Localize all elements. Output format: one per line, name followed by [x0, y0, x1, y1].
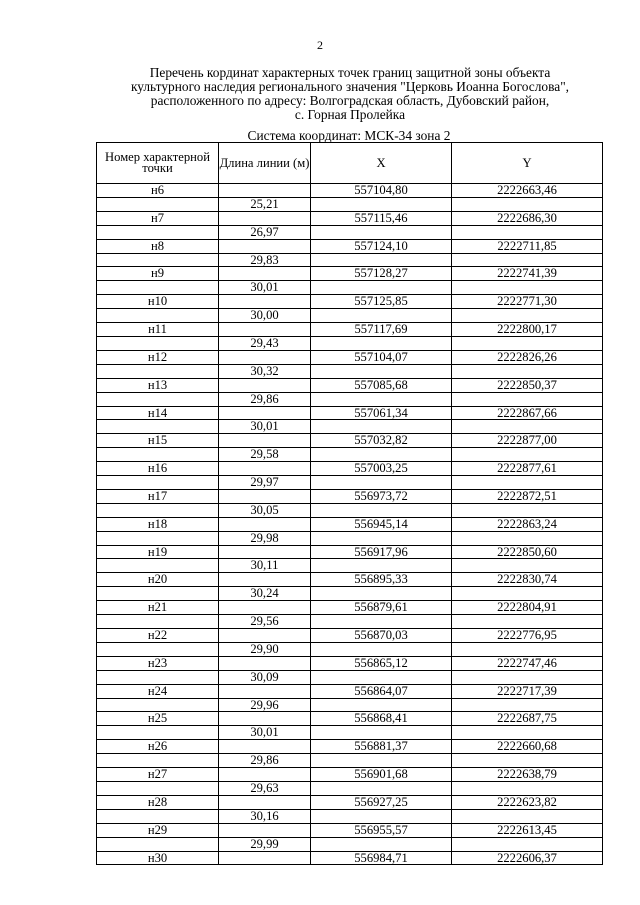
x-cell-empty	[311, 587, 452, 601]
x-coordinate: 557124,10	[311, 239, 452, 253]
point-cell-empty	[97, 559, 219, 573]
length-cell-empty	[219, 740, 311, 754]
y-cell-empty	[452, 670, 603, 684]
x-coordinate: 556945,14	[311, 517, 452, 531]
length-cell-empty	[219, 823, 311, 837]
table-row-length	[97, 476, 603, 490]
y-cell-empty	[452, 809, 603, 823]
point-cell-empty	[97, 225, 219, 239]
point-cell-empty	[97, 642, 219, 656]
point-cell-empty	[97, 837, 219, 851]
point-cell-empty	[97, 726, 219, 740]
point-cell-empty	[97, 392, 219, 406]
line-length: 30,09	[219, 670, 311, 684]
line-length: 30,32	[219, 364, 311, 378]
point-cell-empty	[97, 448, 219, 462]
table-header-row	[97, 143, 603, 184]
point-cell-empty	[97, 420, 219, 434]
length-cell-empty	[219, 434, 311, 448]
length-cell-empty	[219, 629, 311, 643]
x-cell-empty	[311, 809, 452, 823]
x-cell-empty	[311, 281, 452, 295]
point-number: н10	[97, 295, 219, 309]
table-row-length	[97, 281, 603, 295]
point-number: н9	[97, 267, 219, 281]
line-length: 29,86	[219, 392, 311, 406]
length-cell-empty	[219, 267, 311, 281]
point-number: н29	[97, 823, 219, 837]
point-cell-empty	[97, 281, 219, 295]
length-cell-empty	[219, 851, 311, 865]
table-row	[97, 740, 603, 754]
point-cell-empty	[97, 503, 219, 517]
x-cell-empty	[311, 531, 452, 545]
y-coordinate: 2222741,39	[452, 267, 603, 281]
point-cell-empty	[97, 364, 219, 378]
y-coordinate: 2222826,26	[452, 350, 603, 364]
x-cell-empty	[311, 420, 452, 434]
x-cell-empty	[311, 448, 452, 462]
table-row	[97, 851, 603, 865]
y-coordinate: 2222663,46	[452, 184, 603, 198]
table-row	[97, 823, 603, 837]
y-coordinate: 2222613,45	[452, 823, 603, 837]
point-number: н11	[97, 323, 219, 337]
point-number: н16	[97, 462, 219, 476]
x-coordinate: 557032,82	[311, 434, 452, 448]
y-cell-empty	[452, 615, 603, 629]
point-number: н22	[97, 629, 219, 643]
length-cell-empty	[219, 406, 311, 420]
y-coordinate: 2222660,68	[452, 740, 603, 754]
y-cell-empty	[452, 698, 603, 712]
document-title	[60, 66, 640, 122]
table-row	[97, 517, 603, 531]
coordinate-system: Система координат: МСК-34 зона 2	[247, 128, 451, 143]
length-cell-empty	[219, 378, 311, 392]
x-coordinate: 556879,61	[311, 601, 452, 615]
y-cell-empty	[452, 503, 603, 517]
table-row-length	[97, 448, 603, 462]
y-coordinate: 2222776,95	[452, 629, 603, 643]
table-row	[97, 489, 603, 503]
length-cell-empty	[219, 489, 311, 503]
header-y: Y	[452, 143, 603, 184]
x-cell-empty	[311, 781, 452, 795]
x-coordinate: 556895,33	[311, 573, 452, 587]
line-length: 30,00	[219, 309, 311, 323]
point-cell-empty	[97, 587, 219, 601]
x-coordinate: 556864,07	[311, 684, 452, 698]
x-coordinate: 556870,03	[311, 629, 452, 643]
title-line: расположенного по адресу: Волгоградская область, Дубовский район,	[150, 93, 550, 108]
y-coordinate: 2222800,17	[452, 323, 603, 337]
x-cell-empty	[311, 754, 452, 768]
table-row	[97, 768, 603, 782]
y-cell-empty	[452, 531, 603, 545]
x-coordinate: 557115,46	[311, 211, 452, 225]
x-coordinate: 556868,41	[311, 712, 452, 726]
length-cell-empty	[219, 211, 311, 225]
table-row	[97, 323, 603, 337]
y-cell-empty	[452, 309, 603, 323]
point-number: н27	[97, 768, 219, 782]
table-row	[97, 629, 603, 643]
x-cell-empty	[311, 476, 452, 490]
x-cell-empty	[311, 253, 452, 267]
table-row	[97, 378, 603, 392]
y-coordinate: 2222872,51	[452, 489, 603, 503]
y-cell-empty	[452, 476, 603, 490]
y-coordinate: 2222804,91	[452, 601, 603, 615]
point-number: н7	[97, 211, 219, 225]
point-number: н15	[97, 434, 219, 448]
y-coordinate: 2222686,30	[452, 211, 603, 225]
length-cell-empty	[219, 656, 311, 670]
line-length: 29,58	[219, 448, 311, 462]
x-coordinate: 556881,37	[311, 740, 452, 754]
x-cell-empty	[311, 392, 452, 406]
x-coordinate: 557085,68	[311, 378, 452, 392]
length-cell-empty	[219, 184, 311, 198]
table-row-length	[97, 503, 603, 517]
length-cell-empty	[219, 712, 311, 726]
length-cell-empty	[219, 684, 311, 698]
y-coordinate: 2222830,74	[452, 573, 603, 587]
x-cell-empty	[311, 670, 452, 684]
table-row	[97, 795, 603, 809]
y-cell-empty	[452, 587, 603, 601]
table-row-length	[97, 781, 603, 795]
point-number: н6	[97, 184, 219, 198]
x-coordinate: 557061,34	[311, 406, 452, 420]
y-coordinate: 2222877,61	[452, 462, 603, 476]
x-coordinate: 557125,85	[311, 295, 452, 309]
table-row	[97, 267, 603, 281]
x-coordinate: 556973,72	[311, 489, 452, 503]
y-cell-empty	[452, 336, 603, 350]
x-coordinate: 556901,68	[311, 768, 452, 782]
y-coordinate: 2222687,75	[452, 712, 603, 726]
x-cell-empty	[311, 726, 452, 740]
line-length: 29,63	[219, 781, 311, 795]
point-number: н26	[97, 740, 219, 754]
table-row	[97, 545, 603, 559]
table-row-length	[97, 587, 603, 601]
x-coordinate: 556955,57	[311, 823, 452, 837]
y-cell-empty	[452, 642, 603, 656]
length-cell-empty	[219, 323, 311, 337]
point-cell-empty	[97, 309, 219, 323]
table-row-length	[97, 336, 603, 350]
line-length: 29,98	[219, 531, 311, 545]
title-line: с. Горная Пролейка	[294, 107, 406, 122]
table-row-length	[97, 615, 603, 629]
line-length: 29,83	[219, 253, 311, 267]
table-row	[97, 295, 603, 309]
line-length: 25,21	[219, 197, 311, 211]
table-row-length	[97, 253, 603, 267]
y-cell-empty	[452, 197, 603, 211]
line-length: 29,56	[219, 615, 311, 629]
point-number: н20	[97, 573, 219, 587]
table-row	[97, 406, 603, 420]
table-row-length	[97, 670, 603, 684]
length-cell-empty	[219, 462, 311, 476]
y-coordinate: 2222877,00	[452, 434, 603, 448]
table-row-length	[97, 197, 603, 211]
table-row-length	[97, 392, 603, 406]
y-coordinate: 2222606,37	[452, 851, 603, 865]
table-row-length	[97, 225, 603, 239]
x-cell-empty	[311, 336, 452, 350]
line-length: 30,11	[219, 559, 311, 573]
length-cell-empty	[219, 795, 311, 809]
table-row	[97, 239, 603, 253]
x-cell-empty	[311, 225, 452, 239]
x-cell-empty	[311, 559, 452, 573]
x-coordinate: 557117,69	[311, 323, 452, 337]
table-row-length	[97, 754, 603, 768]
point-number: н25	[97, 712, 219, 726]
x-coordinate: 557003,25	[311, 462, 452, 476]
point-number: н12	[97, 350, 219, 364]
table-row	[97, 656, 603, 670]
table-row-length	[97, 364, 603, 378]
point-number: н30	[97, 851, 219, 865]
point-number: н19	[97, 545, 219, 559]
coordinates-table	[96, 142, 603, 865]
table-row	[97, 434, 603, 448]
table-row-length	[97, 309, 603, 323]
y-coordinate: 2222623,82	[452, 795, 603, 809]
point-number: н17	[97, 489, 219, 503]
y-coordinate: 2222850,60	[452, 545, 603, 559]
table-row	[97, 462, 603, 476]
point-number: н14	[97, 406, 219, 420]
y-coordinate: 2222747,46	[452, 656, 603, 670]
length-cell-empty	[219, 545, 311, 559]
y-cell-empty	[452, 559, 603, 573]
length-cell-empty	[219, 573, 311, 587]
x-coordinate: 557104,07	[311, 350, 452, 364]
title-line: культурного наследия регионального значения "Церковь Иоанна Богослова",	[130, 79, 570, 94]
table-row-length	[97, 420, 603, 434]
point-number: н8	[97, 239, 219, 253]
table-row-length	[97, 698, 603, 712]
length-cell-empty	[219, 239, 311, 253]
point-cell-empty	[97, 615, 219, 629]
table-row	[97, 211, 603, 225]
point-cell-empty	[97, 698, 219, 712]
y-coordinate: 2222867,66	[452, 406, 603, 420]
length-cell-empty	[219, 601, 311, 615]
x-coordinate: 556917,96	[311, 545, 452, 559]
point-cell-empty	[97, 809, 219, 823]
point-cell-empty	[97, 754, 219, 768]
x-coordinate: 557104,80	[311, 184, 452, 198]
y-cell-empty	[452, 754, 603, 768]
y-cell-empty	[452, 781, 603, 795]
x-cell-empty	[311, 503, 452, 517]
x-coordinate: 556865,12	[311, 656, 452, 670]
y-coordinate: 2222863,24	[452, 517, 603, 531]
y-coordinate: 2222638,79	[452, 768, 603, 782]
header-x: X	[311, 143, 452, 184]
length-cell-empty	[219, 768, 311, 782]
point-number: н13	[97, 378, 219, 392]
x-cell-empty	[311, 309, 452, 323]
x-coordinate: 557128,27	[311, 267, 452, 281]
x-cell-empty	[311, 698, 452, 712]
table-row-length	[97, 837, 603, 851]
point-cell-empty	[97, 197, 219, 211]
x-cell-empty	[311, 837, 452, 851]
line-length: 30,01	[219, 281, 311, 295]
line-length: 29,90	[219, 642, 311, 656]
y-coordinate: 2222771,30	[452, 295, 603, 309]
point-cell-empty	[97, 531, 219, 545]
y-cell-empty	[452, 392, 603, 406]
point-number: н24	[97, 684, 219, 698]
y-coordinate: 2222850,37	[452, 378, 603, 392]
line-length: 29,96	[219, 698, 311, 712]
header-length: Длина линии (м)	[219, 143, 311, 184]
table-row	[97, 684, 603, 698]
table-row-length	[97, 726, 603, 740]
line-length: 26,97	[219, 225, 311, 239]
point-number: н21	[97, 601, 219, 615]
table-row	[97, 601, 603, 615]
line-length: 30,16	[219, 809, 311, 823]
point-number: н18	[97, 517, 219, 531]
length-cell-empty	[219, 517, 311, 531]
table-row-length	[97, 559, 603, 573]
x-coordinate: 556984,71	[311, 851, 452, 865]
point-cell-empty	[97, 670, 219, 684]
x-cell-empty	[311, 197, 452, 211]
x-cell-empty	[311, 642, 452, 656]
x-cell-empty	[311, 364, 452, 378]
line-length: 30,01	[219, 420, 311, 434]
point-cell-empty	[97, 253, 219, 267]
length-cell-empty	[219, 295, 311, 309]
line-length: 29,99	[219, 837, 311, 851]
line-length: 30,24	[219, 587, 311, 601]
y-coordinate: 2222717,39	[452, 684, 603, 698]
table-row-length	[97, 531, 603, 545]
page-number: 2	[317, 38, 323, 52]
table-row	[97, 350, 603, 364]
table-body	[97, 184, 603, 865]
line-length: 29,86	[219, 754, 311, 768]
point-cell-empty	[97, 476, 219, 490]
line-length: 29,97	[219, 476, 311, 490]
y-coordinate: 2222711,85	[452, 239, 603, 253]
line-length: 29,43	[219, 336, 311, 350]
point-cell-empty	[97, 336, 219, 350]
line-length: 30,01	[219, 726, 311, 740]
table-row	[97, 573, 603, 587]
y-cell-empty	[452, 420, 603, 434]
y-cell-empty	[452, 837, 603, 851]
point-number: н23	[97, 656, 219, 670]
table-row	[97, 712, 603, 726]
table-row-length	[97, 642, 603, 656]
table-row-length	[97, 809, 603, 823]
y-cell-empty	[452, 253, 603, 267]
header-point: Номер характерной точки	[97, 143, 219, 184]
y-cell-empty	[452, 225, 603, 239]
y-cell-empty	[452, 281, 603, 295]
point-number: н28	[97, 795, 219, 809]
title-line: Перечень кординат характерных точек границ защитной зоны объекта	[149, 65, 551, 80]
y-cell-empty	[452, 448, 603, 462]
y-cell-empty	[452, 726, 603, 740]
table-row	[97, 184, 603, 198]
length-cell-empty	[219, 350, 311, 364]
point-cell-empty	[97, 781, 219, 795]
line-length: 30,05	[219, 503, 311, 517]
y-cell-empty	[452, 364, 603, 378]
x-cell-empty	[311, 615, 452, 629]
x-coordinate: 556927,25	[311, 795, 452, 809]
